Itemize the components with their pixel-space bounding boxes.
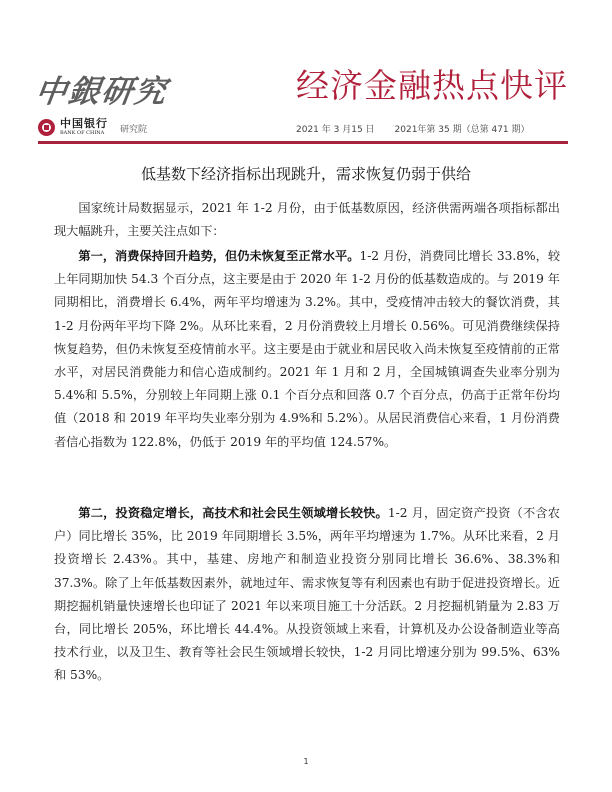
section-paragraph-consumption — [54, 245, 560, 454]
logo-name-en: BANK OF CHINA — [60, 130, 105, 136]
intro-paragraph: 国家统计局数据显示，2021 年 1-2 月份，由于低基数原因，经济供需两端各项指标都出现大幅跳升，主要关注点如下： — [54, 201, 560, 239]
section-text: 1-2 月份，消费同比增长 33.8%，较上年同期加快 54.3 个百分点，这主要是由于 2020 年 1-2 月份的低基数造成的。与 2019 年同期相比，消费增长 6.4%，两年平均增速为 3.2%。其中，受疫情冲击较大的餐饮消费，其 1-2 月份两年平均下降 2%。从环比来看，2 月份消费较上月增长 0.56%。可见消费继续保持恢复趋势，但仍未恢复至疫情前水平。这主要是由于就业和居民收入尚未恢复至疫情前的正常水平，对居民消费能力和信心造成制约。2021 年 1 月和 2 月，全国城镇调查失业率分别为 5.4%和 5.5%，分别较上年同期上涨 0.1 个百分点和回落 0.7 个百分点，仍高于正常年份均值（2018 和 2019 年平均失业率分别为 4.9%和 5.2%）。从居民消费信心来看，1 月份消费者信心指数为 122.8%，仍低于 2019 年的平均值 124.57%。 — [54, 249, 561, 449]
institute-label: 研究院 — [120, 125, 148, 135]
article-headline: 低基数下经济指标出现跳升，需求恢复仍弱于供给 — [140, 165, 471, 183]
section-paragraph-investment — [54, 502, 560, 688]
issue-number: 2021年第 35 期（总第 471 期） — [394, 125, 530, 135]
report-series-title: 经济金融热点快评 — [296, 66, 568, 105]
bank-of-china-logo-icon — [38, 119, 55, 136]
section-text: 1-2 月，固定资产投资（不含农户）同比增长 35%，比 2019 年同期增长 3.5%，两年平均增速为 1.7%。从环比来看，2 月投资增长 2.43%。其中，基建、房地产和制造业投资分别同比增长 36.6%、38.3%和 37.3%。除了上年低基数因素外，就地过年、需求恢复等有利因素也有助于促进投资增长。近期挖掘机销量快速增长也印证了 2021 年以来项目施工十分活跃。2 月挖掘机销量为 2.83 万台，同比增长 205%，环比增长 44.4%。从投资领域上来看，计算机及办公设备制造业等高技术行业，以及卫生、教育等社会民生领域增长较快，1-2 月同比增速分别为 99.5%、63%和 53%。 — [54, 506, 560, 683]
issue-info — [296, 122, 530, 135]
bank-logo — [38, 118, 108, 136]
section-lead: 第二，投资稳定增长，高技术和社会民生领域增长较快。 — [78, 506, 388, 520]
header-divider — [38, 141, 568, 144]
page-number: 1 — [303, 757, 309, 766]
logo-name-cn: 中国银行 — [60, 117, 108, 130]
report-date: 2021 年 3 月15 日 — [296, 125, 375, 135]
section-lead: 第一，消费保持回升趋势，但仍未恢复至正常水平。 — [78, 249, 360, 263]
brand-script-logo: 中銀研究 — [32, 74, 171, 110]
